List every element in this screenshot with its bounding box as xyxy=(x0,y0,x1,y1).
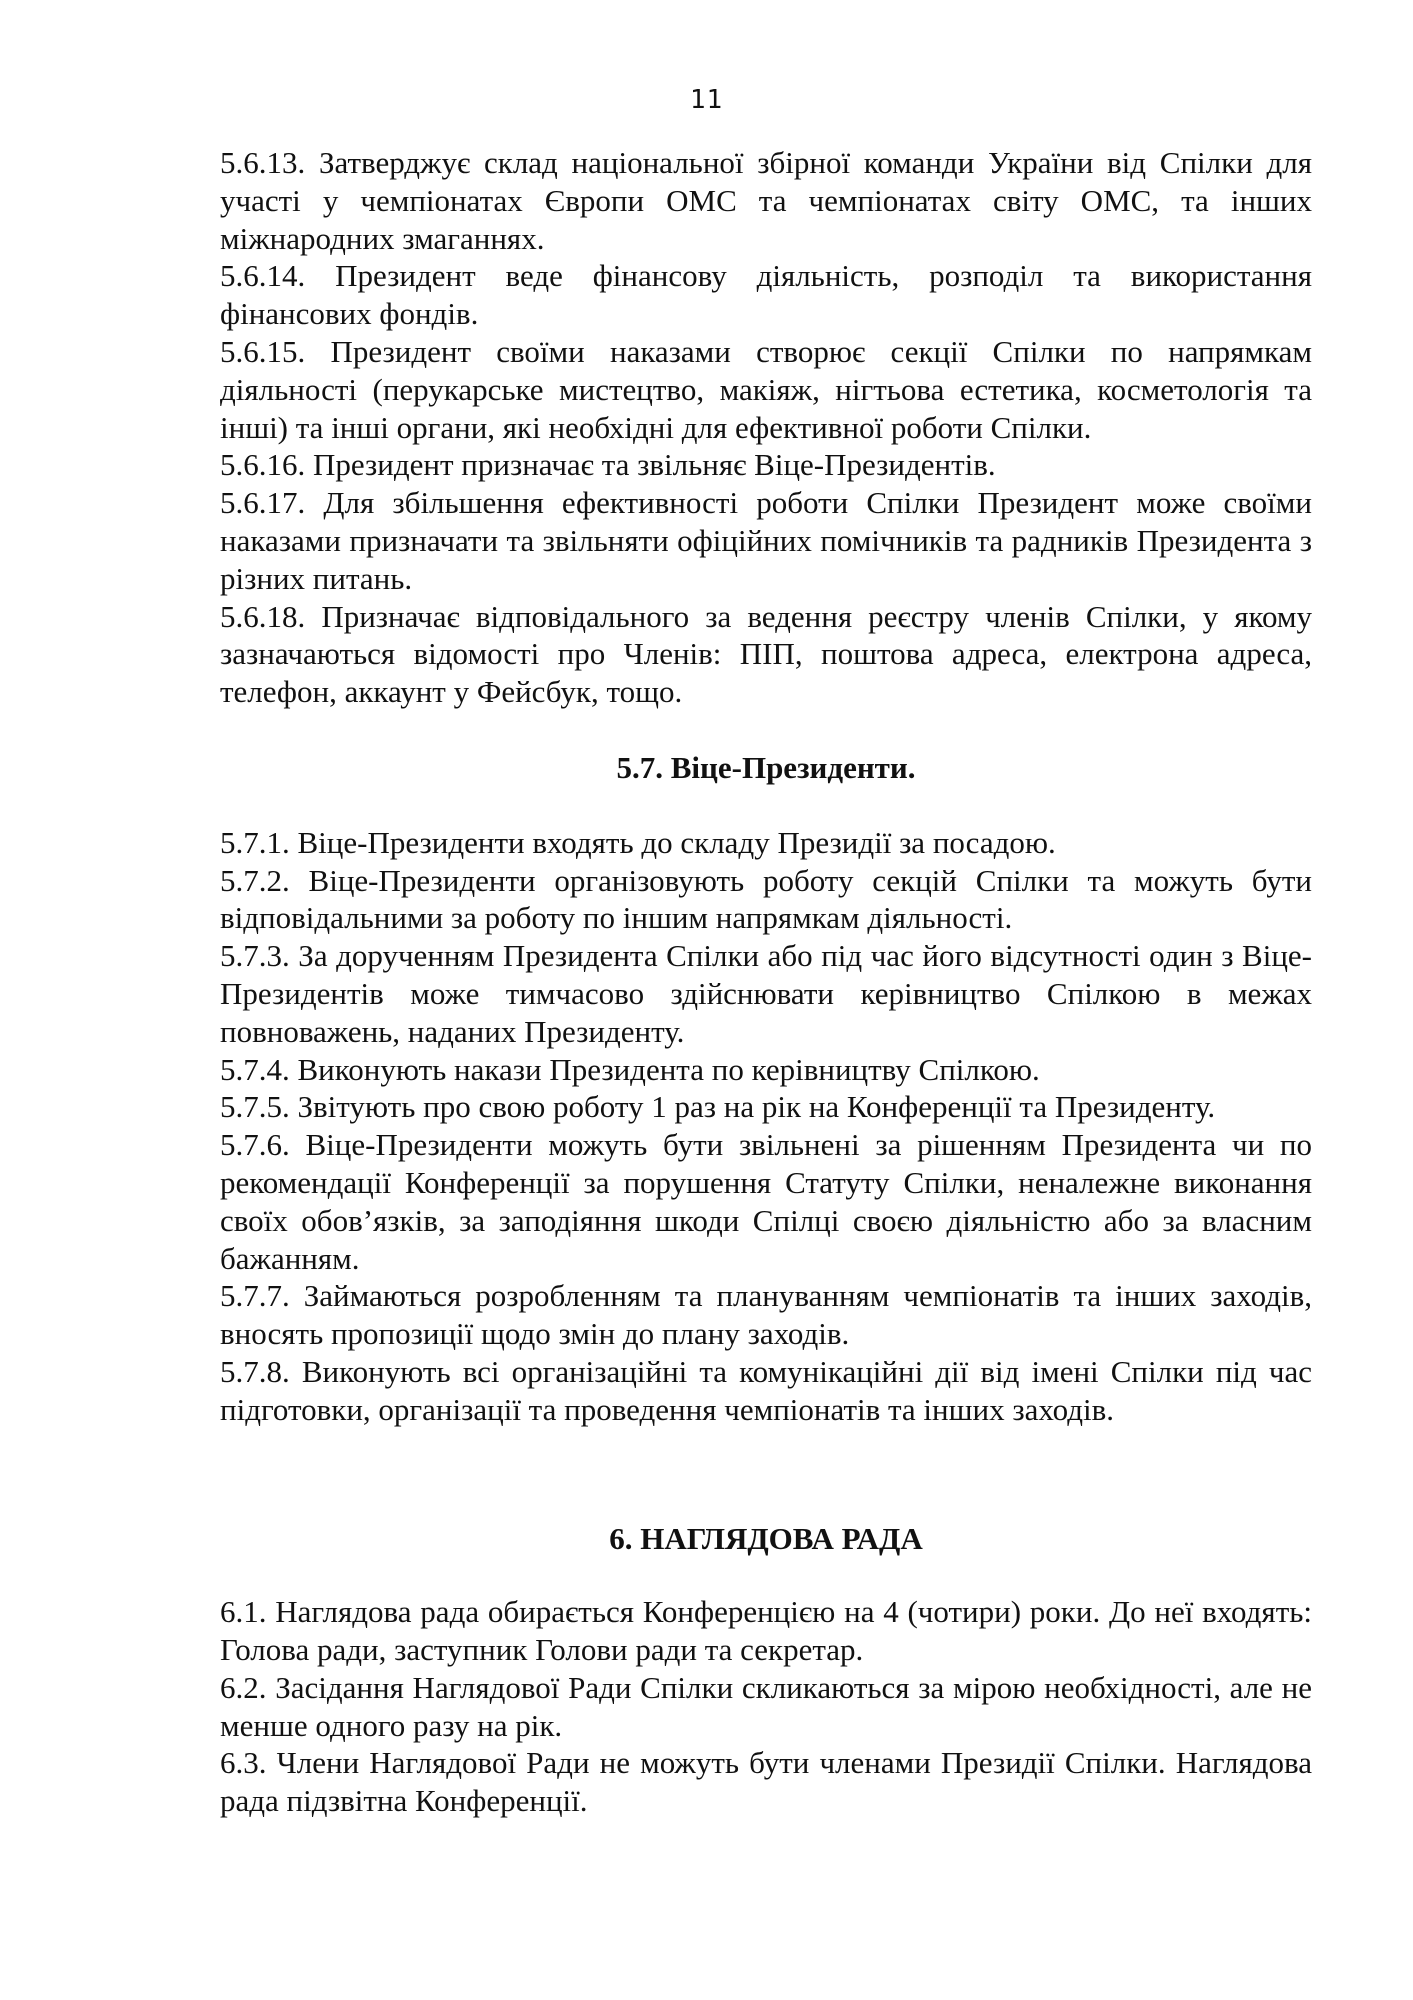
section-6-list xyxy=(220,1593,1312,1820)
clause-5-6-18: 5.6.18. Призначає відповідального за ведення реєстру членів Спілки, у якому зазначаються відомості про Членів: ПІП, поштова адреса, електрона адреса, телефон, аккаунт у Фейсбук, тощо. xyxy=(220,598,1312,710)
clause-5-7-1: 5.7.1. Віце-Президенти входять до складу Президії за посадою. xyxy=(220,824,1056,860)
page-number: 11 xyxy=(689,85,724,115)
clause-6-2: 6.2. Засідання Наглядової Ради Спілки скликаються за мірою необхідності, але не менше одного разу на рік. xyxy=(220,1669,1312,1743)
clause-6-3: 6.3. Члени Наглядової Ради не можуть бути членами Президії Спілки. Наглядова рада підзвітна Конференції. xyxy=(220,1745,1312,1819)
clause-5-6-15: 5.6.15. Президент своїми наказами створює секції Спілки по напрямкам діяльності (перукарське мистецтво, макіяж, нігтьова естетика, косметологія та інші) та інші органи, які необхідні для ефективної роботи Спілки. xyxy=(220,333,1312,445)
document-body xyxy=(220,144,1312,1820)
clause-5-6-17: 5.6.17. Для збільшення ефективності роботи Спілки Президент може своїми наказами призначати та звільняти офіційних помічників та радників Президента з різних питань. xyxy=(220,485,1312,596)
clause-5-7-7: 5.7.7. Займаються розробленням та плануванням чемпіонатів та інших заходів, вносять пропозиції щодо змін до плану заходів. xyxy=(220,1278,1312,1352)
section-5-7-heading: 5.7. Віце-Президенти. xyxy=(616,749,916,785)
clause-5-6-14: 5.6.14. Президент веде фінансову діяльність, розподіл та використання фінансових фондів. xyxy=(220,258,1312,332)
clause-5-6-16: 5.6.16. Президент призначає та звільняє Віце-Президентів. xyxy=(220,447,996,483)
clause-5-7-6: 5.7.6. Віце-Президенти можуть бути звільнені за рішенням Президента чи по рекомендації Конференції за порушення Статуту Спілки, неналежне виконання своїх обов’язків, за заподіяння шкоди Спілці своєю діяльністю або за власним бажанням. xyxy=(220,1127,1312,1276)
section-5-7-list xyxy=(220,824,1312,1429)
section-6-heading: 6. НАГЛЯДОВА РАДА xyxy=(609,1520,923,1556)
clause-5-7-4: 5.7.4. Виконують накази Президента по керівництву Спілкою. xyxy=(220,1051,1040,1087)
section-5-6-list xyxy=(220,144,1312,711)
clause-5-6-13: 5.6.13. Затверджує склад національної збірної команди України від Спілки для участі у чемпіонатах Європи ОМС та чемпіонатах світу ОМС, та інших міжнародних змаганнях. xyxy=(220,145,1312,256)
clause-5-7-2: 5.7.2. Віце-Президенти організовують роботу секцій Спілки та можуть бути відповідальними за роботу по іншим напрямкам діяльності. xyxy=(220,862,1312,936)
clause-5-7-3: 5.7.3. За дорученням Президента Спілки або під час його відсутності один з Віце-Президентів може тимчасово здійснювати керівництво Спілкою в межах повноважень, наданих Президенту. xyxy=(220,938,1312,1049)
clause-6-1: 6.1. Наглядова рада обирається Конференцією на 4 (чотири) роки. До неї входять: Голова ради, заступник Голови ради та секретар. xyxy=(220,1594,1312,1668)
clause-5-7-8: 5.7.8. Виконують всі організаційні та комунікаційні дії від імені Спілки під час підготовки, організації та проведення чемпіонатів та інших заходів. xyxy=(220,1353,1312,1427)
clause-5-7-5: 5.7.5. Звітують про свою роботу 1 раз на рік на Конференції та Президенту. xyxy=(220,1089,1216,1125)
